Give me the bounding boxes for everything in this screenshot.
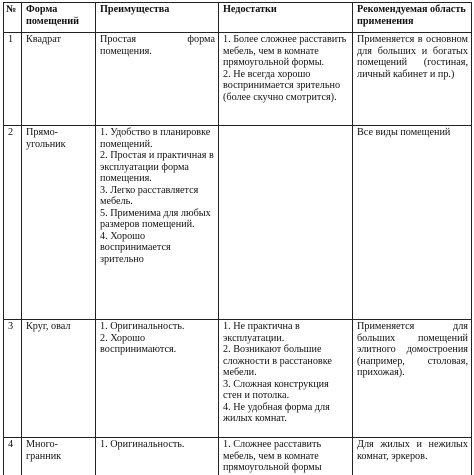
cell-advantages — [96, 33, 219, 126]
cell-form: Квадрат — [22, 33, 96, 126]
cell-form: Много-гранник — [22, 438, 96, 475]
cell-disadvantages — [219, 126, 353, 320]
disadvantage-item: 2. Возникают большие сложности в расстановке мебели. — [223, 344, 332, 378]
table-header-row — [4, 3, 472, 33]
cell-num: 4 — [4, 438, 22, 475]
disadvantage-item: 3. Сложная конструкция стен и потолка. — [223, 378, 329, 401]
advantage-item: 1. Удобство в планировке помещений. — [100, 127, 211, 150]
advantage-item: 3. Легко расставляется мебель. — [100, 184, 199, 207]
disadvantage-item: 4. Не удобная форма для жилых комнат. — [223, 401, 330, 424]
header-num: № — [4, 3, 22, 33]
cell-area: Применяется для больших помещений элитного домостроения (например, столовая, прихожая). — [353, 320, 472, 438]
cell-num: 2 — [4, 126, 22, 320]
advantage-item: 1. Оригинальность. — [100, 439, 185, 450]
header-form: Форма помещений — [22, 3, 96, 33]
advantage-item: 5. Применима для любых размеров помещений. — [100, 207, 211, 230]
advantage-item: 2. Простая и практичная в эксплуатации форма помещения. — [100, 150, 214, 184]
cell-disadvantages — [219, 320, 353, 438]
cell-area: Для жилых и нежилых комнат, эркеров. — [353, 438, 472, 475]
cell-area: Все виды помещений — [353, 126, 472, 320]
advantage-item: 1. Оригинальность. — [100, 321, 185, 332]
advantage-item: 2. Хорошо воспринимаются. — [100, 332, 177, 355]
table-row — [4, 438, 472, 475]
cell-advantages — [96, 126, 219, 320]
cell-area: Применяется в основном для больших и богатых помещений (гостиная, личный кабинет и пр.) — [353, 33, 472, 126]
cell-num: 1 — [4, 33, 22, 126]
table-row — [4, 126, 472, 320]
advantage-item: Простая формa помещения. — [100, 34, 215, 57]
header-advantages: Преимущества — [96, 3, 219, 33]
cell-advantages — [96, 320, 219, 438]
disadvantage-item: 1. Сложнее расставить мебель, чем в комнате прямоугольной формы — [223, 439, 322, 473]
table-row — [4, 33, 472, 126]
cell-num: 3 — [4, 320, 22, 438]
cell-form: Прямо-угольник — [22, 126, 96, 320]
table-row — [4, 320, 472, 438]
cell-form: Круг, овал — [22, 320, 96, 438]
header-area: Рекомендуемая область применения — [353, 3, 472, 33]
cell-disadvantages — [219, 438, 353, 475]
disadvantage-item: 1. Более сложнее расставить мебель, чем в комнате прямоугольной формы. — [223, 34, 347, 68]
cell-disadvantages — [219, 33, 353, 126]
header-disadvantages: Недостатки — [219, 3, 353, 33]
disadvantage-item: 2. Не всегда хорошо воспринимается зрительно (более скучно смотрится). — [223, 68, 341, 103]
advantage-item: 4. Хорошо воспринимается зрительно — [100, 230, 171, 265]
disadvantage-item: 1. Не практична в эксплуатации. — [223, 321, 300, 344]
cell-advantages — [96, 438, 219, 475]
room-shapes-table — [3, 2, 472, 475]
